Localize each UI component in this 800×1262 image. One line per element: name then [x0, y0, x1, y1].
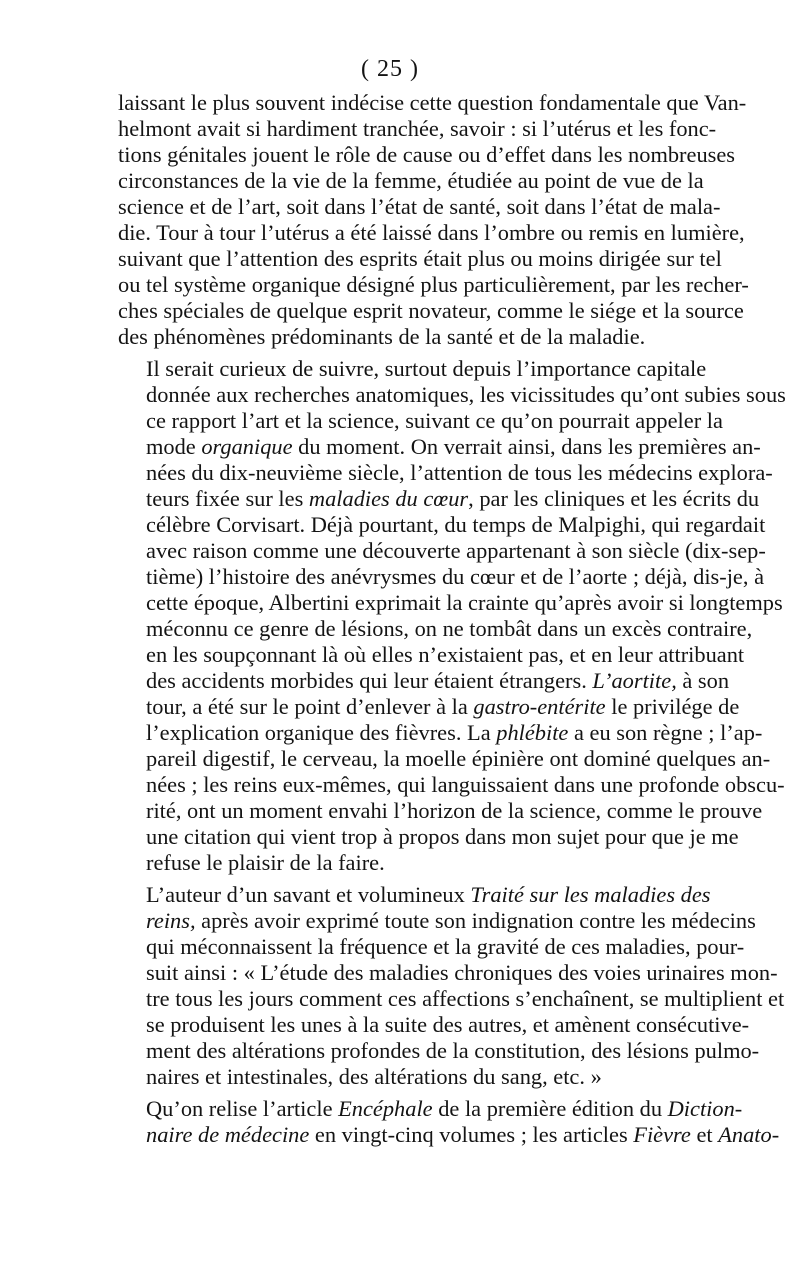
text-line: [118, 746, 771, 772]
text-line: [118, 882, 711, 908]
text-line: [118, 772, 785, 798]
text-line: [118, 298, 744, 324]
text-run: ches spéciales de quelque esprit novateur, comme le siége et la source: [118, 298, 744, 323]
italic-text: organique: [201, 434, 293, 459]
text-run: refuse le plaisir de la faire.: [146, 850, 385, 875]
text-line: [118, 850, 675, 876]
text-run: rité, ont un moment envahi l’horizon de la science, comme le prouve: [146, 798, 763, 823]
text-run: l’explication organique des fièvres. La: [146, 720, 497, 745]
text-run: laissant le plus souvent indécise cette question fondamentale que Van-: [118, 90, 747, 115]
text-line: [118, 434, 761, 460]
text-run: circonstances de la vie de la femme, étudiée au point de vue de la: [118, 168, 704, 193]
text-run: teurs fixée sur les: [146, 486, 309, 511]
text-run: en les soupçonnant là où elles n’existaient pas, et en leur attribuant: [146, 642, 745, 667]
text-run: nées du dix-neuvième siècle, l’attention de tous les médecins explora-: [146, 460, 773, 485]
text-run: en vingt-cinq volumes ; les articles: [309, 1122, 634, 1147]
text-line: [118, 1012, 750, 1038]
text-line: [118, 564, 765, 590]
text-run: Qu’on relise l’article: [146, 1096, 339, 1121]
text-line: [118, 720, 763, 746]
text-run: die. Tour à tour l’utérus a été laissé dans l’ombre ou remis en lumière,: [118, 220, 745, 245]
text-run: et: [690, 1122, 719, 1147]
text-run: naires et intestinales, des altérations du sang, etc. »: [146, 1064, 602, 1089]
text-run: célèbre Corvisart. Déjà pourtant, du temps de Malpighi, qui regardait: [146, 512, 766, 537]
text-line: [118, 486, 760, 512]
italic-text: Fièvre: [633, 1122, 691, 1147]
text-line: [118, 590, 783, 616]
text-line: [118, 220, 745, 246]
text-run: , par les cliniques et les écrits du: [468, 486, 760, 511]
text-line: [118, 1122, 780, 1148]
text-run: de la première édition du: [432, 1096, 668, 1121]
text-line: [118, 90, 747, 116]
text-line: [118, 642, 745, 668]
text-run: des accidents morbides qui leur étaient étrangers.: [146, 668, 593, 693]
text-line: [118, 408, 723, 434]
text-line: [118, 824, 739, 850]
italic-text: gastro-entérite: [473, 694, 606, 719]
text-run: à son: [676, 668, 730, 693]
italic-text: phlébite: [496, 720, 569, 745]
text-run: qui méconnaissent la fréquence et la gravité de ces maladies, pour-: [146, 934, 745, 959]
text-run: des phénomènes prédominants de la santé et de la maladie.: [118, 324, 646, 349]
text-run: suivant que l’attention des esprits était plus ou moins dirigée sur tel: [118, 246, 722, 271]
italic-text: Anato-: [718, 1122, 780, 1147]
text-run: tions génitales jouent le rôle de cause ou d’effet dans les nombreuses: [118, 142, 736, 167]
text-line: [118, 908, 756, 934]
text-line: [118, 168, 704, 194]
text-run: helmont avait si hardiment tranchée, savoir : si l’utérus et les fonc-: [118, 116, 717, 141]
text-line: [118, 324, 675, 350]
text-run: ou tel système organique désigné plus particulièrement, par les recher-: [118, 272, 749, 297]
text-run: ment des altérations profondes de la constitution, des lésions pulmo-: [146, 1038, 760, 1063]
text-run: donnée aux recherches anatomiques, les vicissitudes qu’ont subies sous: [146, 382, 786, 407]
text-line: [118, 460, 773, 486]
text-run: Il serait curieux de suivre, surtout depuis l’importance capitale: [146, 356, 707, 381]
text-line: [118, 512, 766, 538]
text-run: nées ; les reins eux-mêmes, qui languissaient dans une profonde obscu-: [146, 772, 785, 797]
italic-text: naire de médecine: [146, 1122, 310, 1147]
italic-text: Diction-: [667, 1096, 743, 1121]
text-line: [118, 382, 786, 408]
paragraph: [118, 1096, 780, 1148]
text-run: tre tous les jours comment ces affections s’enchaînent, se multiplient et: [146, 986, 785, 1011]
text-line: [118, 668, 730, 694]
text-line: [118, 142, 736, 168]
text-run: méconnu ce genre de lésions, on ne tombât dans un excès contraire,: [146, 616, 753, 641]
text-run: pareil digestif, le cerveau, la moelle épinière ont dominé quelques an-: [146, 746, 771, 771]
text-line: [118, 694, 740, 720]
text-line: [118, 1038, 760, 1064]
italic-text: Traité sur les maladies des: [470, 882, 711, 907]
paragraph: [118, 882, 785, 1090]
text-line: [118, 934, 745, 960]
text-run: tième) l’histoire des anévrysmes du cœur et de l’aorte ; déjà, dis-je, à: [146, 564, 765, 589]
text-line: [118, 1096, 743, 1122]
text-run: L’auteur d’un savant et volumineux: [146, 882, 471, 907]
page-number: ( 25 ): [361, 56, 419, 82]
italic-text: Encéphale: [338, 1096, 433, 1121]
paragraph: [118, 90, 749, 350]
text-run: tour, a été sur le point d’enlever à la: [146, 694, 474, 719]
text-line: [118, 246, 722, 272]
text-line: [118, 272, 749, 298]
italic-text: maladies du cœur: [308, 486, 469, 511]
text-run: cette époque, Albertini exprimait la crainte qu’après avoir si longtemps: [146, 590, 783, 615]
text-run: mode: [146, 434, 202, 459]
text-line: [118, 1064, 675, 1090]
text-line: [118, 356, 707, 382]
text-run: après avoir exprimé toute son indignation contre les médecins: [195, 908, 756, 933]
text-run: suit ainsi : « L’étude des maladies chroniques des voies urinaires mon-: [146, 960, 778, 985]
italic-text: reins,: [146, 908, 196, 933]
text-line: [118, 616, 753, 642]
text-run: se produisent les unes à la suite des autres, et amènent consécutive-: [146, 1012, 750, 1037]
italic-text: L’aortite,: [592, 668, 677, 693]
text-run: une citation qui vient trop à propos dans mon sujet pour que je me: [146, 824, 739, 849]
text-line: [118, 960, 778, 986]
text-line: [118, 194, 721, 220]
paragraph: [118, 356, 786, 876]
text-line: [118, 116, 717, 142]
text-line: [118, 798, 763, 824]
body-text: [118, 90, 786, 1148]
text-run: du moment. On verrait ainsi, dans les premières an-: [292, 434, 761, 459]
text-run: a eu son règne ; l’ap-: [568, 720, 763, 745]
text-run: avec raison comme une découverte appartenant à son siècle (dix-sep-: [146, 538, 766, 563]
text-line: [118, 538, 766, 564]
text-run: le privilége de: [605, 694, 740, 719]
text-run: ce rapport l’art et la science, suivant ce qu’on pourrait appeler la: [146, 408, 723, 433]
text-line: [118, 986, 785, 1012]
text-run: science et de l’art, soit dans l’état de santé, soit dans l’état de mala-: [118, 194, 721, 219]
